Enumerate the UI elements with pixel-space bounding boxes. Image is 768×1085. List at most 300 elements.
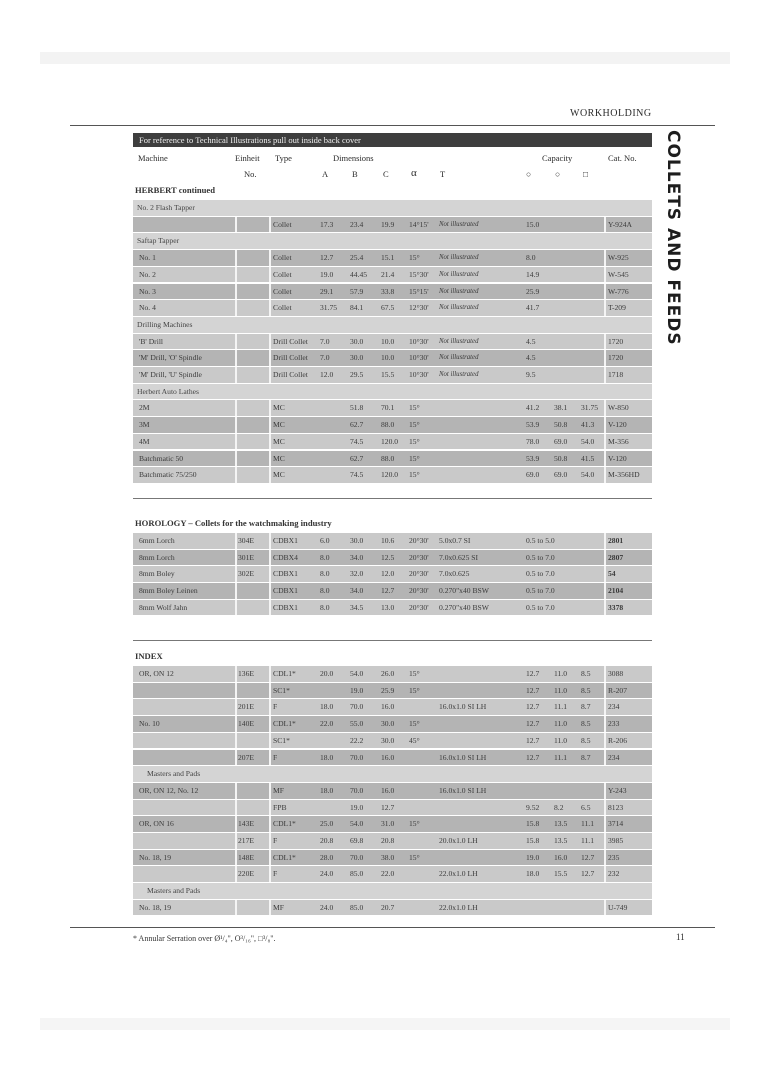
table-cell: 16.0x1.0 SI LH: [439, 785, 487, 795]
cell-divider: [604, 866, 606, 882]
table-cell: 20°30': [409, 552, 429, 562]
table-cell: R-206: [608, 735, 627, 745]
cell-divider: [269, 783, 271, 799]
table-cell: MF: [273, 902, 284, 912]
table-cell: Not illustrated: [439, 337, 479, 345]
table-cell: F: [273, 836, 278, 845]
table-cell: 7.0: [320, 353, 330, 363]
table-cell: 10.0: [381, 353, 395, 363]
table-cell: CDL1*: [273, 819, 296, 829]
table-cell: 302E: [238, 569, 255, 579]
header-alpha: α: [411, 167, 417, 179]
table-cell: 15°: [409, 719, 420, 729]
table-cell: 24.0: [320, 869, 334, 879]
table-cell: 10.6: [381, 536, 395, 545]
cell-divider: [235, 866, 237, 882]
table-cell: No. 4: [139, 303, 156, 313]
table-cell: 1718: [608, 370, 624, 379]
table-cell: 31.75: [320, 303, 338, 313]
table-cell: 1720: [608, 336, 624, 346]
cell-divider: [604, 750, 606, 766]
table-cell: V-120: [608, 453, 627, 463]
table-cell: 11.0: [554, 685, 568, 695]
table-row: [133, 866, 652, 882]
table-cell: 74.5: [350, 470, 364, 480]
table-cell: 'M' Drill, 'U' Spindle: [139, 370, 202, 379]
table-cell: Batchmatic 50: [139, 453, 184, 463]
table-cell: FPB: [273, 802, 287, 812]
table-cell: 301E: [238, 552, 255, 562]
table-row: [133, 750, 652, 766]
table-cell: 10°30': [409, 353, 429, 363]
table-cell: 14.9: [526, 269, 540, 279]
table-cell: 13.0: [381, 602, 395, 612]
table-cell: 12.7: [581, 852, 595, 862]
table-row: [133, 783, 652, 799]
table-cell: 6.0: [320, 536, 330, 545]
table-cell: 'M' Drill, 'O' Spindle: [139, 353, 202, 363]
cell-divider: [604, 683, 606, 699]
table-cell: 54: [608, 569, 616, 579]
cell-divider: [269, 533, 271, 549]
cell-divider: [604, 451, 606, 467]
table-cell: V-120: [608, 420, 627, 430]
table-cell: MC: [273, 470, 285, 480]
table-cell: 8.0: [320, 602, 330, 612]
table-cell: No. 10: [139, 719, 160, 729]
table-cell: Collet: [273, 303, 292, 313]
table-row: [133, 699, 652, 715]
table-cell: 220E: [238, 869, 255, 879]
cell-divider: [604, 716, 606, 732]
cell-divider: [269, 250, 271, 266]
cell-divider: [235, 250, 237, 266]
header-dimensions: Dimensions: [333, 153, 374, 163]
table-cell: No. 18, 19: [139, 852, 172, 862]
subheading: [133, 233, 652, 249]
table-row: [133, 733, 652, 749]
footnote: * Annular Serration over Ø¹/₄", O³/₁₆", □³/₈".: [133, 934, 276, 943]
table-cell: 23.4: [350, 219, 364, 229]
table-cell: 24.0: [320, 902, 334, 912]
table-cell: 11.0: [554, 719, 568, 729]
table-cell: 22.0: [381, 869, 395, 879]
cell-divider: [269, 267, 271, 283]
table-cell: SC1*: [273, 735, 290, 745]
table-cell: 15°: [409, 669, 420, 678]
table-cell: 22.0x1.0 LH: [439, 869, 478, 879]
cell-divider: [604, 334, 606, 350]
table-cell: 41.5: [581, 453, 595, 463]
table-cell: 235: [608, 852, 620, 862]
table-cell: 18.0: [320, 702, 334, 712]
header-cap-square: □: [583, 169, 589, 179]
table-row: [133, 850, 652, 866]
table-cell: 70.0: [350, 852, 364, 862]
table-cell: 7.0: [320, 336, 330, 346]
table-row: [133, 583, 652, 599]
header-cap-hex: ○: [555, 169, 561, 179]
table-cell: W-925: [608, 253, 629, 263]
subheading: [133, 883, 652, 899]
scan-artifact-bottom: [40, 1018, 730, 1030]
cell-divider: [604, 217, 606, 233]
table-cell: Y-924A: [608, 219, 633, 229]
table-cell: 20°30': [409, 569, 429, 579]
header-c: C: [383, 169, 389, 179]
index-title: INDEX: [135, 651, 163, 661]
table-cell: 6.5: [581, 802, 591, 812]
table-row: [133, 300, 652, 316]
table-cell: Not illustrated: [439, 254, 479, 262]
cell-divider: [269, 900, 271, 916]
table-cell: 12.7: [526, 752, 540, 762]
table-cell: 10°30': [409, 336, 429, 346]
table-cell: 19.9: [381, 219, 395, 229]
table-cell: 15.5: [554, 869, 568, 879]
table-cell: 8.2: [554, 802, 564, 812]
cell-divider: [235, 733, 237, 749]
table-cell: 0.5 to 7.0: [526, 586, 555, 596]
cell-divider: [604, 783, 606, 799]
cell-divider: [235, 350, 237, 366]
table-cell: 8.5: [581, 685, 591, 695]
table-cell: 8.0: [526, 253, 536, 263]
table-cell: 15°: [409, 253, 420, 263]
cell-divider: [269, 566, 271, 582]
table-cell: 15.5: [381, 370, 395, 379]
table-cell: 201E: [238, 702, 255, 712]
header-einheit: Einheit: [235, 153, 260, 163]
table-cell: MC: [273, 403, 285, 413]
table-cell: 18.0: [526, 869, 540, 879]
table-cell: 5.0x0.7 SI: [439, 536, 471, 545]
table-cell: 70.0: [350, 785, 364, 795]
table-cell: 18.0: [320, 785, 334, 795]
cell-divider: [269, 750, 271, 766]
table-cell: 10.0: [381, 336, 395, 346]
cell-divider: [604, 367, 606, 383]
table-cell: Collet: [273, 269, 292, 279]
table-cell: 45°: [409, 735, 420, 745]
cell-divider: [604, 350, 606, 366]
cell-divider: [235, 267, 237, 283]
section-heading: WORKHOLDING: [570, 108, 652, 119]
table-cell: No. 3: [139, 286, 156, 296]
subheading-label: Saftap Tapper: [137, 236, 180, 246]
cell-divider: [604, 267, 606, 283]
table-cell: 20.8: [320, 836, 334, 845]
cell-divider: [604, 400, 606, 416]
header-type: Type: [275, 153, 292, 163]
table-cell: 53.9: [526, 453, 540, 463]
table-cell: 8.0: [320, 586, 330, 596]
table-cell: 20.7: [381, 902, 395, 912]
cell-divider: [604, 900, 606, 916]
cell-divider: [235, 533, 237, 549]
table-row: [133, 666, 652, 682]
table-cell: 9.5: [526, 370, 536, 379]
subheading: [133, 200, 652, 216]
table-cell: MC: [273, 420, 285, 430]
table-cell: 88.0: [381, 420, 395, 430]
header-machine: Machine: [138, 153, 168, 163]
table-cell: 16.0x1.0 SI LH: [439, 752, 487, 762]
table-cell: 17.3: [320, 219, 334, 229]
table-cell: 3088: [608, 669, 624, 678]
table-cell: F: [273, 752, 278, 762]
table-cell: 78.0: [526, 436, 540, 446]
table-row: [133, 400, 652, 416]
table-cell: 143E: [238, 819, 255, 829]
cell-divider: [604, 300, 606, 316]
table-cell: 28.0: [320, 852, 334, 862]
table-cell: 15°30': [409, 269, 429, 279]
table-cell: 0.5 to 7.0: [526, 552, 555, 562]
table-cell: 62.7: [350, 453, 364, 463]
scan-artifact-top: [40, 52, 730, 64]
header-a: A: [322, 169, 329, 179]
table-cell: MC: [273, 436, 285, 446]
table-cell: 0.5 to 5.0: [526, 536, 555, 545]
cell-divider: [269, 417, 271, 433]
table-row: [133, 284, 652, 300]
table-cell: 15.8: [526, 836, 540, 845]
table-cell: 14°15': [409, 219, 429, 229]
table-cell: 15.8: [526, 819, 540, 829]
table-cell: 15°: [409, 436, 420, 446]
cell-divider: [269, 334, 271, 350]
table-cell: 207E: [238, 752, 255, 762]
table-cell: 15°: [409, 453, 420, 463]
subheading-label: No. 2 Flash Tapper: [137, 203, 195, 212]
table-cell: OR, ON 16: [139, 819, 174, 829]
cell-divider: [269, 300, 271, 316]
table-cell: 84.1: [350, 303, 364, 313]
cell-divider: [604, 850, 606, 866]
table-cell: 8mm Wolf Jahn: [139, 602, 188, 612]
table-cell: 20°30': [409, 586, 429, 596]
table-cell: Collet: [273, 286, 292, 296]
table-cell: Not illustrated: [439, 304, 479, 312]
subheading-label: Drilling Machines: [137, 319, 193, 329]
table-cell: F: [273, 702, 278, 712]
table-row: [133, 434, 652, 450]
cell-divider: [269, 434, 271, 450]
table-row: [133, 367, 652, 383]
table-cell: 69.0: [554, 470, 568, 480]
table-cell: 19.0: [350, 685, 364, 695]
table-cell: CDL1*: [273, 852, 296, 862]
divider-1: [133, 498, 652, 499]
table-cell: 38.1: [554, 403, 568, 413]
table-row: [133, 350, 652, 366]
cell-divider: [269, 833, 271, 849]
subheading-label: Herbert Auto Lathes: [137, 386, 199, 396]
table-cell: 22.0x1.0 LH: [439, 902, 478, 912]
cell-divider: [235, 400, 237, 416]
table-row: [133, 600, 652, 616]
cell-divider: [604, 800, 606, 816]
table-cell: No. 18, 19: [139, 902, 172, 912]
table-cell: 69.0: [554, 436, 568, 446]
cell-divider: [269, 451, 271, 467]
table-cell: 15°: [409, 420, 420, 430]
table-cell: 12.7: [381, 586, 395, 596]
table-cell: 67.5: [381, 303, 395, 313]
table-cell: 8.7: [581, 752, 591, 762]
table-cell: CDBX1: [273, 602, 298, 612]
header-b: B: [352, 169, 358, 179]
page-number: 11: [676, 932, 685, 942]
table-cell: 51.8: [350, 403, 364, 413]
table-cell: 70.0: [350, 702, 364, 712]
table-cell: 8mm Boley: [139, 569, 175, 579]
table-cell: 15°: [409, 403, 420, 413]
table-cell: 16.0: [381, 752, 395, 762]
table-cell: W-850: [608, 403, 629, 413]
cell-divider: [235, 900, 237, 916]
table-cell: 19.0: [320, 269, 334, 279]
table-cell: 10°30': [409, 370, 429, 379]
table-cell: 12.0: [381, 569, 395, 579]
cell-divider: [235, 367, 237, 383]
cell-divider: [235, 334, 237, 350]
table-cell: 6mm Lorch: [139, 536, 175, 545]
table-cell: 11.1: [554, 752, 568, 762]
table-cell: R-207: [608, 685, 627, 695]
table-cell: 33.8: [381, 286, 395, 296]
cell-divider: [235, 833, 237, 849]
table-cell: 11.1: [581, 836, 595, 845]
table-cell: Collet: [273, 219, 292, 229]
table-cell: 11.0: [554, 669, 568, 678]
table-cell: Not illustrated: [439, 354, 479, 362]
table-cell: CDBX1: [273, 586, 298, 596]
footer-rule: [70, 927, 715, 928]
table-cell: 74.5: [350, 436, 364, 446]
table-row: [133, 467, 652, 483]
table-cell: 30.0: [381, 735, 395, 745]
table-cell: 2807: [608, 552, 624, 562]
cell-divider: [235, 434, 237, 450]
table-cell: W-545: [608, 269, 629, 279]
table-cell: 25.4: [350, 253, 364, 263]
table-cell: 25.9: [381, 685, 395, 695]
table-cell: OR, ON 12: [139, 669, 174, 678]
table-cell: 0.5 to 7.0: [526, 602, 555, 612]
table-cell: Not illustrated: [439, 371, 479, 378]
table-row: [133, 334, 652, 350]
cell-divider: [235, 417, 237, 433]
table-cell: 30.0: [381, 719, 395, 729]
cell-divider: [604, 600, 606, 616]
cell-divider: [269, 800, 271, 816]
table-cell: 54.0: [350, 819, 364, 829]
table-cell: 29.1: [320, 286, 334, 296]
cell-divider: [235, 699, 237, 715]
table-cell: U-749: [608, 902, 628, 912]
cell-divider: [235, 800, 237, 816]
table-cell: 3714: [608, 819, 624, 829]
table-cell: 12.7: [526, 669, 540, 678]
reference-bar: For reference to Technical Illustrations pull out inside back cover: [133, 133, 652, 147]
table-cell: 88.0: [381, 453, 395, 463]
table-cell: CDL1*: [273, 669, 296, 678]
table-cell: 20.0x1.0 LH: [439, 836, 478, 845]
side-title: COLLETS AND FEEDS: [663, 130, 683, 346]
cell-divider: [235, 783, 237, 799]
table-row: [133, 816, 652, 832]
cell-divider: [604, 666, 606, 682]
table-cell: 3378: [608, 602, 624, 612]
table-cell: 234: [608, 702, 620, 712]
table-cell: 41.2: [526, 403, 540, 413]
table-cell: W-776: [608, 286, 629, 296]
table-cell: Not illustrated: [439, 220, 479, 228]
cell-divider: [269, 217, 271, 233]
subheading: [133, 384, 652, 400]
table-row: [133, 716, 652, 732]
table-cell: 16.0: [381, 702, 395, 712]
table-cell: Drill Collet: [273, 353, 308, 363]
table-cell: 8.0: [320, 552, 330, 562]
table-cell: T-209: [608, 303, 626, 313]
table-cell: 8.5: [581, 735, 591, 745]
table-cell: 20°30': [409, 536, 429, 545]
cell-divider: [604, 284, 606, 300]
header-rule: [70, 125, 715, 126]
divider-2: [133, 640, 652, 641]
table-cell: 2104: [608, 586, 624, 596]
cell-divider: [604, 550, 606, 566]
table-cell: OR, ON 12, No. 12: [139, 785, 199, 795]
table-cell: 12°30': [409, 303, 429, 313]
table-cell: 16.0: [554, 852, 568, 862]
header-cap-round: ○: [526, 169, 532, 179]
table-cell: 4.5: [526, 336, 536, 346]
cell-divider: [235, 666, 237, 682]
table-row: [133, 900, 652, 916]
table-cell: 54.0: [581, 436, 595, 446]
table-cell: 38.0: [381, 852, 395, 862]
table-cell: 8.0: [320, 569, 330, 579]
cell-divider: [604, 533, 606, 549]
table-cell: 8mm Lorch: [139, 552, 175, 562]
cell-divider: [235, 583, 237, 599]
table-cell: 136E: [238, 669, 255, 678]
table-cell: 26.0: [381, 669, 395, 678]
table-cell: M-356: [608, 436, 629, 446]
table-row: [133, 833, 652, 849]
table-cell: 12.7: [526, 685, 540, 695]
table-cell: 19.0: [350, 802, 364, 812]
table-cell: 30.0: [350, 536, 364, 545]
table-cell: CDBX1: [273, 569, 298, 579]
table-cell: Drill Collet: [273, 336, 308, 346]
table-cell: 234: [608, 752, 620, 762]
table-row: [133, 451, 652, 467]
cell-divider: [604, 467, 606, 483]
table-cell: 34.0: [350, 552, 364, 562]
table-cell: 8.5: [581, 719, 591, 729]
table-cell: 15.0: [526, 219, 540, 229]
table-cell: 32.0: [350, 569, 364, 579]
cell-divider: [269, 467, 271, 483]
table-cell: 15°: [409, 685, 420, 695]
table-cell: 70.1: [381, 403, 395, 413]
table-cell: 85.0: [350, 869, 364, 879]
